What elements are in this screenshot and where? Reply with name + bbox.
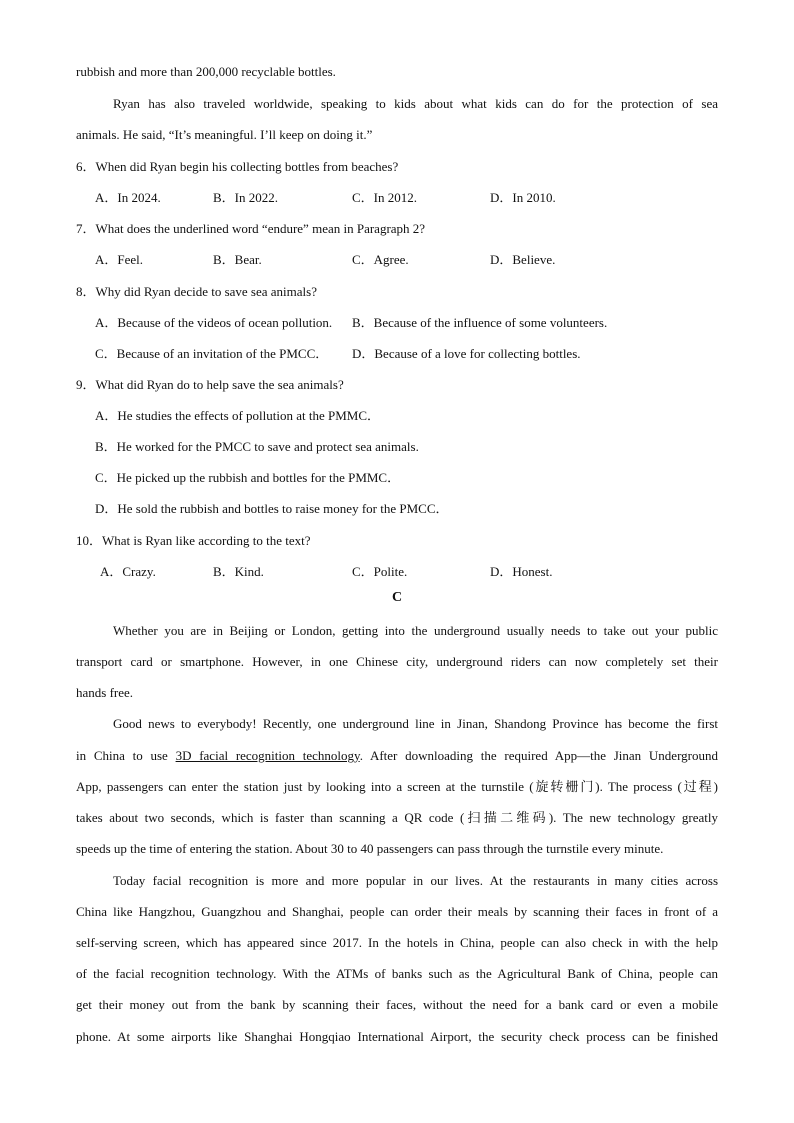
question-6-option-a: A．In 2024. xyxy=(95,190,161,205)
question-9-stem: 9．What did Ryan do to help save the sea animals? xyxy=(76,377,344,392)
question-6-option-c: C．In 2012. xyxy=(352,190,418,205)
section-heading: C xyxy=(391,590,403,605)
paragraph-line: hands free. xyxy=(76,685,134,700)
question-7-option-b: B．Bear. xyxy=(213,252,262,267)
question-10-option-c: C．Polite. xyxy=(352,564,408,579)
paragraph-line: of the facial recognition technology. With the ATMs of banks such as the Agricultural Bank of China, people can xyxy=(76,966,718,981)
question-10-option-d: D．Honest. xyxy=(490,564,553,579)
question-8-option-b: B．Because of the influence of some volunteers. xyxy=(352,315,608,330)
question-8-stem: 8．Why did Ryan decide to save sea animals? xyxy=(76,284,317,299)
question-8-option-c: C．Because of an invitation of the PMCC． xyxy=(95,346,329,361)
paragraph-line: Good news to everybody! Recently, one underground line in Jinan, Shandong Province has become the first xyxy=(113,716,718,731)
paragraph-line: Whether you are in Beijing or London, getting into the underground usually needs to take out your public xyxy=(113,623,718,638)
question-7-stem: 7．What does the underlined word “endure” mean in Paragraph 2? xyxy=(76,221,426,236)
question-7-option-c: C．Agree. xyxy=(352,252,409,267)
question-6-option-d: D．In 2010. xyxy=(490,190,556,205)
underlined-term: 3D facial recognition technology xyxy=(175,748,360,763)
question-8-option-a: A．Because of the videos of ocean pollution. xyxy=(95,315,333,330)
question-6-stem: 6．When did Ryan begin his collecting bottles from beaches? xyxy=(76,159,399,174)
paragraph-line: speeds up the time of entering the station. About 30 to 40 passengers can pass through the turnstile every minute. xyxy=(76,841,664,856)
paragraph-line: phone. At some airports like Shanghai Hongqiao International Airport, the security check process can be finished xyxy=(76,1029,718,1044)
paragraph-line: self-serving screen, which has appeared since 2017. In the hotels in China, people can also check in with the help xyxy=(76,935,718,950)
paragraph-line: App, passengers can enter the station just by looking into a screen at the turnstile (旋转栅门). The process (过程) xyxy=(76,779,718,794)
text-run: in China to use xyxy=(76,748,176,763)
question-10-option-b: B．Kind. xyxy=(213,564,264,579)
question-9-option-b: B．He worked for the PMCC to save and protect sea animals. xyxy=(95,439,419,454)
question-9-option-d: D．He sold the rubbish and bottles to raise money for the PMCC． xyxy=(95,501,449,516)
paragraph-line: transport card or smartphone. However, in one Chinese city, underground riders can now completely set their xyxy=(76,654,718,669)
question-8-option-d: D．Because of a love for collecting bottles. xyxy=(352,346,581,361)
paragraph-line: China like Hangzhou, Guangzhou and Shanghai, people can order their meals by scanning their faces in front of a xyxy=(76,904,718,919)
paragraph-line: rubbish and more than 200,000 recyclable bottles. xyxy=(76,64,336,79)
paragraph-line: Today facial recognition is more and more popular in our lives. At the restaurants in many cities across xyxy=(113,873,718,888)
question-7-option-d: D．Believe. xyxy=(490,252,556,267)
question-9-option-a: A．He studies the effects of pollution at the PMMC． xyxy=(95,408,381,423)
question-10-option-a: A．Crazy. xyxy=(100,564,156,579)
question-7-option-a: A．Feel. xyxy=(95,252,144,267)
question-10-stem: 10．What is Ryan like according to the text? xyxy=(76,533,311,548)
paragraph-line: animals. He said, “It’s meaningful. I’ll keep on doing it.” xyxy=(76,127,373,142)
text-run: . After downloading the required App—the Jinan Underground xyxy=(359,748,718,763)
question-9-option-c: C．He picked up the rubbish and bottles for the PMMC． xyxy=(95,470,401,485)
paragraph-line: Ryan has also traveled worldwide, speaking to kids about what kids can do for the protection of sea xyxy=(113,96,718,111)
paragraph-line: get their money out from the bank by scanning their faces, without the need for a bank card or even a mobile xyxy=(76,997,718,1012)
paragraph-line: takes about two seconds, which is faster than scanning a QR code (扫描二维码). The new technology greatly xyxy=(76,810,718,825)
paragraph-line xyxy=(76,748,718,764)
question-6-option-b: B．In 2022. xyxy=(213,190,279,205)
